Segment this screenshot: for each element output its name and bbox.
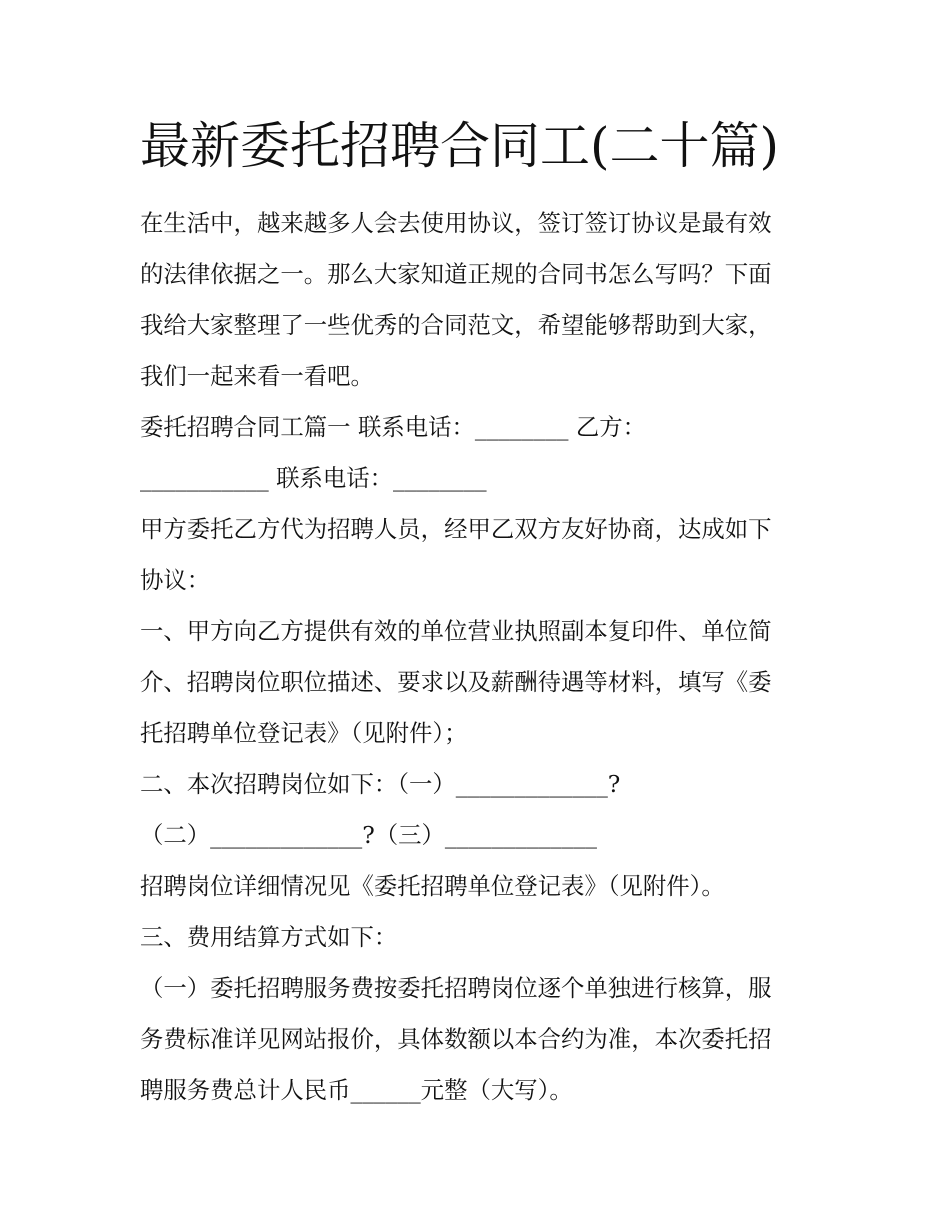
body-line: 的法律依据之一。那么大家知道正规的合同书怎么写吗？下面: [140, 260, 772, 288]
document-title: 最新委托招聘合同工(二十篇): [140, 117, 780, 175]
body-line: 聘服务费总计人民币______元整（大写）。: [140, 1076, 573, 1104]
body-line: 二、本次招聘岗位如下：（一）_____________?: [140, 770, 621, 798]
body-line: 我们一起来看一看吧。: [140, 362, 374, 390]
document-body: [140, 198, 816, 1116]
body-line: （一）委托招聘服务费按委托招聘岗位逐个单独进行核算，服: [140, 974, 772, 1002]
body-line: 务费标准详见网站报价，具体数额以本合约为准，本次委托招: [140, 1025, 772, 1053]
body-line: 我给大家整理了一些优秀的合同范文，希望能够帮助到大家，: [140, 311, 772, 339]
body-line: 招聘岗位详细情况见《委托招聘单位登记表》（见附件）。: [140, 872, 725, 900]
body-line: 一、甲方向乙方提供有效的单位营业执照副本复印件、单位简: [140, 617, 772, 645]
body-line: 介、招聘岗位职位描述、要求以及薪酬待遇等材料，填写《委: [140, 668, 772, 696]
body-line: 托招聘单位登记表》（见附件）；: [140, 719, 468, 747]
body-line: 协议：: [140, 566, 211, 594]
body-line: （二）_____________?（三）_____________: [140, 821, 597, 849]
body-line: 委托招聘合同工篇一 联系电话：________ 乙方：: [140, 413, 647, 441]
body-line: 三、费用结算方式如下：: [140, 923, 398, 951]
body-line: 在生活中，越来越多人会去使用协议，签订签订协议是最有效: [140, 209, 772, 237]
body-line: 甲方委托乙方代为招聘人员，经甲乙双方友好协商，达成如下: [140, 515, 772, 543]
body-line: ___________ 联系电话：________: [140, 464, 487, 492]
